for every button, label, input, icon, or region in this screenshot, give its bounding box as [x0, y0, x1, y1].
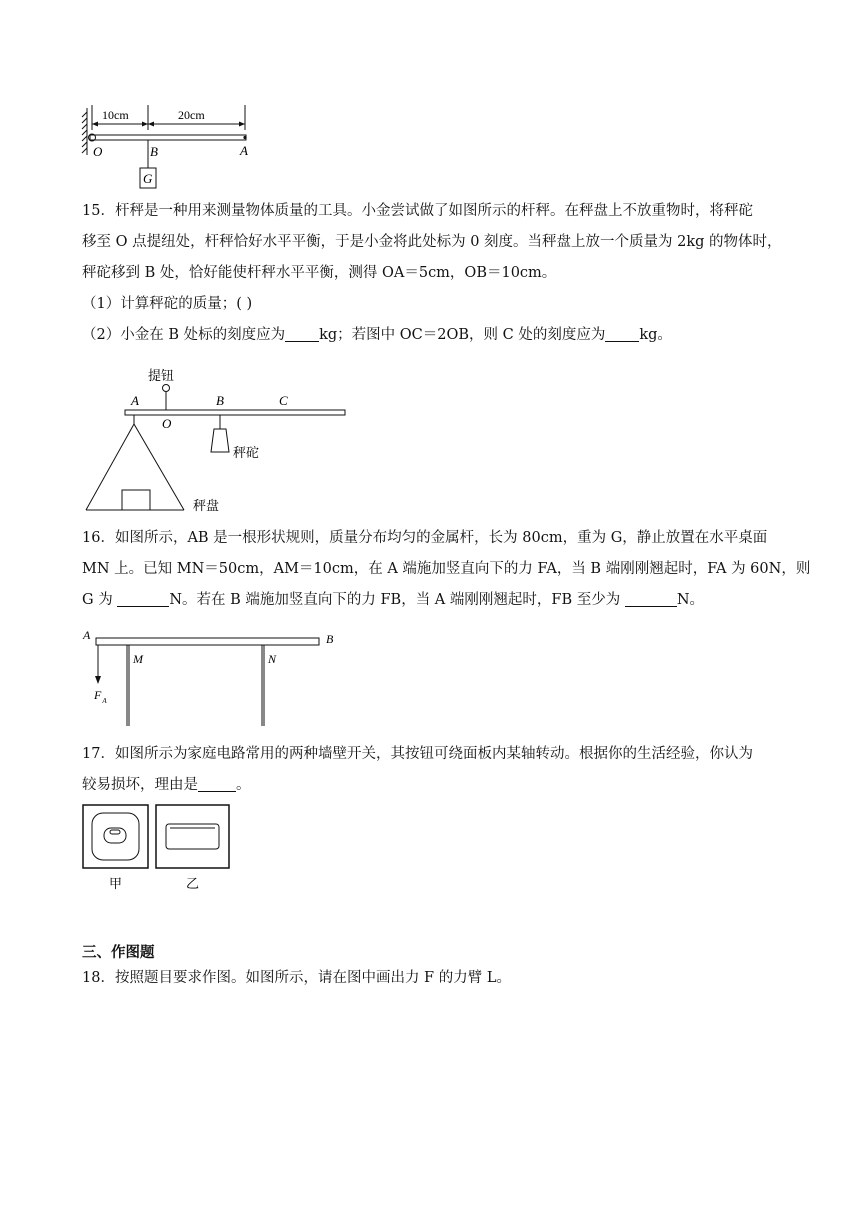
switch-label-yi: 乙 — [186, 876, 200, 891]
q15-line-1: 15．杆秤是一种用来测量物体质量的工具。小金尝试做了如图所示的杆秤。在秤盘上不放重物时，将秤砣 — [82, 203, 753, 219]
label-O: O — [93, 144, 103, 159]
label-M: M — [133, 652, 143, 666]
answer-blank[interactable] — [117, 590, 169, 607]
dim-20cm: 20cm — [178, 108, 205, 122]
q17-line-2: 较易损坏，理由是 。 — [82, 777, 251, 793]
q15-line-2: 移至 O 点提纽处，杆秤恰好水平平衡，于是小金将此处标为 0 刻度。当秤盘上放一个质量为 2kg 的物体时， — [82, 234, 782, 250]
q16-line-2: MN 上。已知 MN＝50cm，AM＝10cm，在 A 端施加竖直向下的力 FA，当 B 端刚刚翘起时，FA 为 60N，则 — [82, 561, 811, 577]
question-16 — [82, 523, 811, 616]
rod-on-table-figure — [80, 626, 340, 730]
lever-dimension-figure — [80, 100, 260, 195]
label-C: C — [279, 393, 288, 408]
q15-sub2: （2）小金在 B 处标的刻度应为 kg；若图中 OC＝2OB，则 C 处的刻度应为 kg。 — [82, 327, 672, 343]
label-B: B — [326, 632, 334, 646]
question-15 — [82, 196, 782, 351]
weight-G: G — [143, 171, 153, 186]
knob-label: 提钮 — [148, 368, 175, 383]
label-A: A — [83, 628, 91, 642]
q16-line-1: 16．如图所示，AB 是一根形状规则，质量分布均匀的金属杆，长为 80cm，重为 G，静止放置在水平桌面 — [82, 530, 768, 546]
label-O: O — [162, 416, 172, 431]
pan-label: 秤盘 — [193, 498, 220, 513]
question-18 — [82, 963, 782, 994]
answer-blank[interactable] — [625, 590, 677, 607]
label-N: N — [268, 652, 277, 666]
label-A: A — [131, 393, 139, 408]
question-17 — [82, 739, 782, 801]
label-B: B — [150, 144, 158, 159]
q18-line-1: 18．按照题目要求作图。如图所示，请在图中画出力 F 的力臂 L。 — [82, 970, 511, 986]
wall-switches-figure — [80, 803, 240, 895]
q16-line-3: G 为 N。若在 B 端施加竖直向下的力 FB，当 A 端刚刚翘起时，FB 至少为 N。 — [82, 592, 705, 608]
section-heading: 三、作图题 — [82, 945, 155, 961]
label-A: A — [240, 143, 248, 158]
answer-blank[interactable] — [285, 325, 319, 342]
q15-sub1: （1）计算秤砣的质量；( ) — [82, 296, 253, 312]
answer-blank[interactable] — [198, 775, 236, 792]
steelyard-figure — [80, 364, 370, 514]
label-B: B — [216, 393, 224, 408]
counterweight-label: 秤砣 — [233, 445, 260, 460]
q15-line-3: 秤砣移到 B 处，恰好能使杆秤水平平衡，测得 OA＝5cm，OB＝10cm。 — [82, 265, 557, 281]
answer-blank[interactable] — [605, 325, 639, 342]
q17-line-1: 17．如图所示为家庭电路常用的两种墙壁开关，其按钮可绕面板内某轴转动。根据你的生活经验，你认为 — [82, 746, 753, 762]
dim-10cm: 10cm — [102, 108, 129, 122]
force-FA: $F_A$ — [94, 688, 107, 705]
switch-label-jia: 甲 — [109, 876, 123, 891]
